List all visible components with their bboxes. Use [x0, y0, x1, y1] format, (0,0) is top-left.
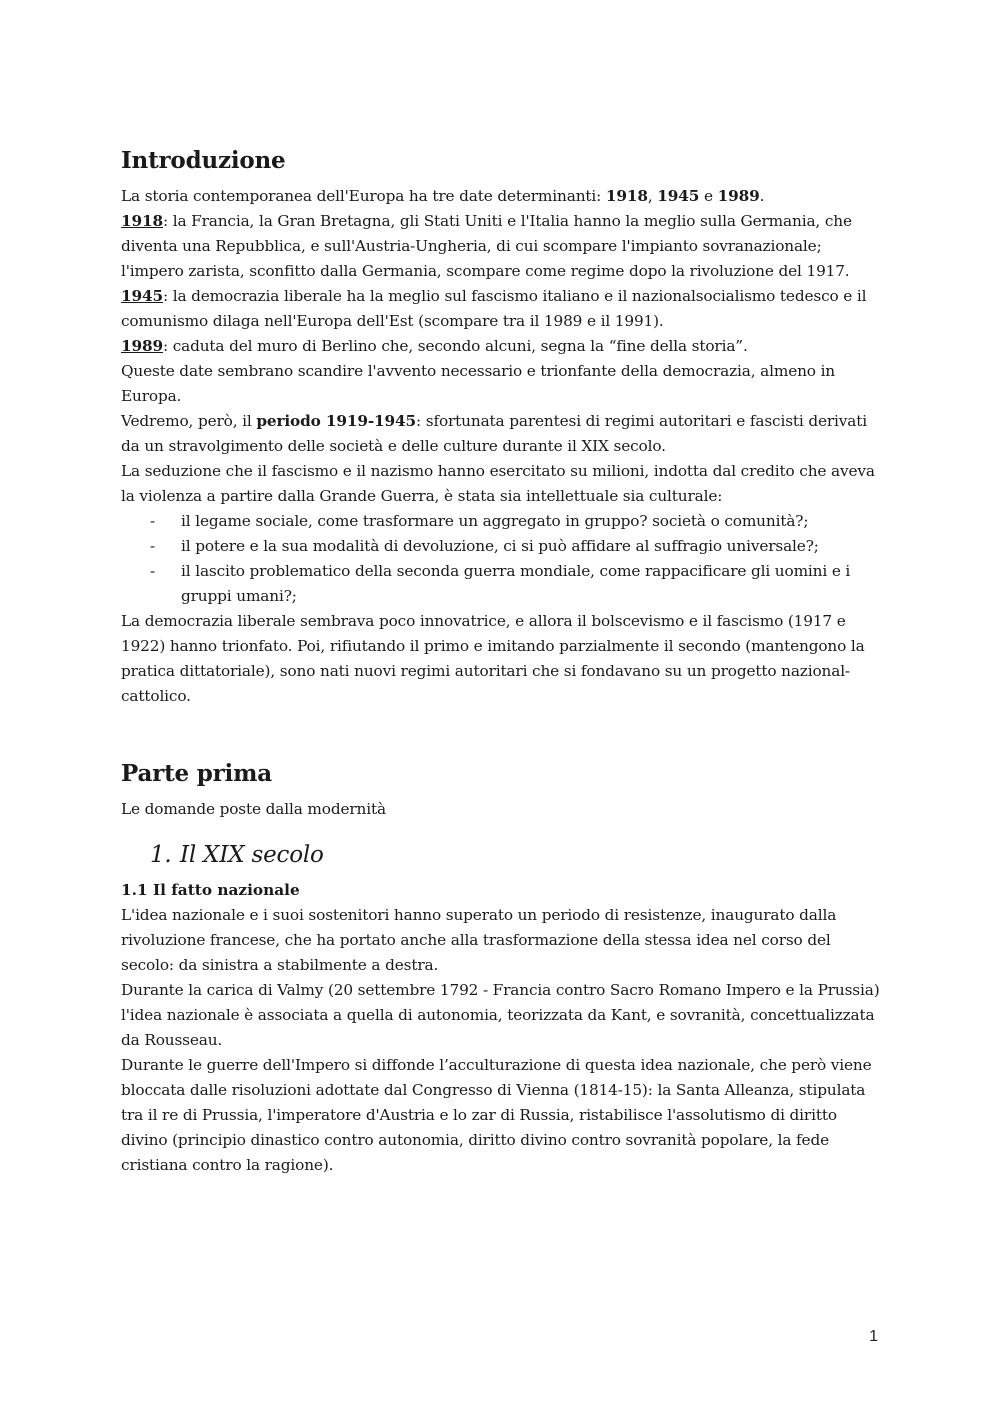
list-item	[121, 559, 881, 609]
paragraph-text: Vedremo, però, il	[121, 412, 257, 430]
paragraph-text: : la Francia, la Gran Bretagna, gli Stati Uniti e l'Italia hanno la meglio sulla Germania, che diventa una Repubblica, e sull'Austria-Ungheria, di cui scompare l'impianto sovranazionale; l'impero zarista, sconfitto dalla Germania, scompare come regime dopo la rivoluzione del 1917.	[121, 212, 852, 280]
date-label-1989: 1989	[121, 337, 163, 355]
list-item	[121, 509, 881, 534]
document-page	[121, 146, 881, 1178]
part-heading: Parte prima	[121, 760, 272, 787]
intro-paragraph-dates	[121, 184, 881, 209]
date-label-1945: 1945	[121, 287, 163, 305]
intro-paragraph-1918	[121, 209, 881, 284]
intro-paragraph-period	[121, 409, 881, 459]
chapter-title: Il XIX secolo	[180, 842, 324, 868]
dash-bullet: -	[150, 562, 156, 580]
chapter-number: 1.	[150, 842, 172, 868]
section-paragraph-idea: L'idea nazionale e i suoi sostenitori hanno superato un periodo di resistenze, inaugurato dalla rivoluzione francese, che ha portato anche alla trasformazione della stessa idea nel corso del secolo: da sinistra a stabilmente a destra.	[121, 906, 837, 974]
page-number: 1	[869, 1328, 878, 1345]
list-item	[121, 534, 881, 559]
intro-paragraph-regimes: La democrazia liberale sembrava poco innovatrice, e allora il bolscevismo e il fascismo (1917 e 1922) hanno trionfato. Poi, rifiutando il primo e imitando parzialmente il secondo (mantengono la pratica dittatoriale), sono nati nuovi regimi autoritari che si fondavano su un progetto nazional-cattolico.	[121, 612, 865, 705]
section-paragraph-vienna: Durante le guerre dell'Impero si diffonde l’acculturazione di questa idea nazionale, che però viene bloccata dalle risoluzioni adottate dal Congresso di Vienna (1814-15): la Santa Alleanza, stipulata tra il re di Prussia, l'imperatore d'Austria e lo zar di Russia, ristabilisce l'assolutismo di diritto divino (principio dinastico contro autonomia, diritto divino contro sovranità popolare, la fede cristiana contro la ragione).	[121, 1056, 872, 1174]
separator: e	[699, 187, 718, 205]
paragraph-text: : sfortunata parentesi di regimi autoritari e fascisti derivati da un stravolgimento delle società e delle culture durante il XIX secolo.	[121, 412, 867, 455]
section-paragraph-valmy: Durante la carica di Valmy (20 settembre 1792 - Francia contro Sacro Romano Impero e la Prussia) l'idea nazionale è associata a quella di autonomia, teorizzata da Kant, e sovranità, concettualizzata da Rousseau.	[121, 981, 880, 1049]
list-item-text: il lascito problematico della seconda guerra mondiale, come rappacificare gli uomini e i gruppi umani?;	[181, 562, 851, 605]
date-1989: 1989	[717, 187, 760, 205]
date-1945: 1945	[657, 187, 700, 205]
chapter-heading	[121, 840, 881, 870]
intro-paragraph-democracy: Queste date sembrano scandire l'avvento necessario e trionfante della democrazia, almeno in Europa.	[121, 362, 836, 405]
period: .	[759, 187, 765, 205]
intro-heading: Introduzione	[121, 147, 286, 174]
dash-bullet: -	[150, 512, 156, 530]
date-1918: 1918	[605, 187, 648, 205]
separator: ,	[647, 187, 658, 205]
section-heading: 1.1 Il fatto nazionale	[121, 881, 300, 899]
dash-bullet: -	[150, 537, 156, 555]
intro-bullet-list	[121, 509, 881, 609]
intro-paragraph-1945	[121, 284, 881, 334]
intro-text: La storia contemporanea dell'Europa ha tre date determinanti:	[121, 187, 606, 205]
list-item-text: il legame sociale, come trasformare un aggregato in gruppo? società o comunità?;	[181, 512, 809, 530]
period-label: periodo 1919-1945	[256, 412, 417, 430]
paragraph-text: : caduta del muro di Berlino che, secondo alcuni, segna la “fine della storia”.	[162, 337, 748, 355]
part-subtitle: Le domande poste dalla modernità	[121, 800, 386, 818]
intro-paragraph-seduction: La seduzione che il fascismo e il nazismo hanno esercitato su milioni, indotta dal credito che aveva la violenza a partire dalla Grande Guerra, è stata sia intellettuale sia culturale:	[121, 462, 875, 505]
paragraph-text: : la democrazia liberale ha la meglio sul fascismo italiano e il nazionalsocialismo tedesco e il comunismo dilaga nell'Europa dell'Est (scompare tra il 1989 e il 1991).	[121, 287, 867, 330]
list-item-text: il potere e la sua modalità di devoluzione, ci si può affidare al suffragio universale?;	[181, 537, 819, 555]
intro-paragraph-1989	[121, 334, 881, 359]
date-label-1918: 1918	[121, 212, 163, 230]
